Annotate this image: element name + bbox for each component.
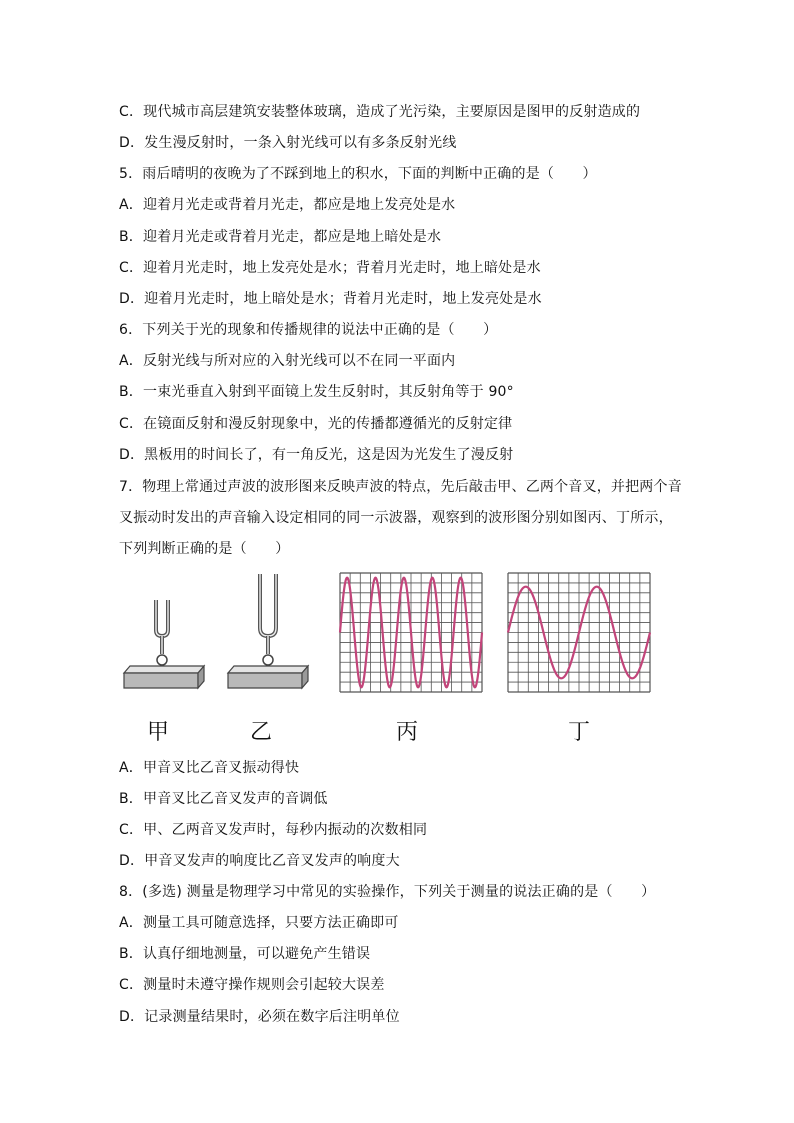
option-7b: B．甲音叉比乙音叉发声的音调低 (119, 791, 328, 807)
question-6: 6．下列关于光的现象和传播规律的说法中正确的是（ ） (119, 322, 498, 338)
caption-bing: 丙 (396, 720, 419, 745)
question-8: 8．(多选) 测量是物理学习中常见的实验操作，下列关于测量的说法正确的是（ ） (119, 884, 656, 900)
tuning-fork-jia (118, 596, 208, 692)
option-4c: C．现代城市高层建筑安装整体玻璃，造成了光污染，主要原因是图甲的反射造成的 (119, 104, 641, 120)
option-4d: D．发生漫反射时，一条入射光线可以有多条反射光线 (119, 135, 457, 151)
tuning-fork-yi (224, 570, 314, 692)
option-8d: D．记录测量结果时，必须在数字后注明单位 (119, 1009, 400, 1025)
option-5d: D．迎着月光走时，地上暗处是水；背着月光走时，地上发亮处是水 (119, 291, 542, 307)
option-5b: B．迎着月光走或背着月光走，都应是地上暗处是水 (119, 229, 442, 245)
question-5: 5．雨后晴明的夜晚为了不踩到地上的积水，下面的判断中正确的是（ ） (119, 166, 597, 182)
question-7-line1: 7．物理上常通过声波的波形图来反映声波的特点，先后敲击甲、乙两个音叉，并把两个音 (119, 479, 682, 495)
waveform-bing (340, 573, 482, 692)
option-6d: D．黑板用的时间长了，有一角反光，这是因为光发生了漫反射 (119, 447, 514, 463)
option-7d: D．甲音叉发声的响度比乙音叉发声的响度大 (119, 853, 400, 869)
option-5c: C．迎着月光走时，地上发亮处是水；背着月光走时，地上暗处是水 (119, 260, 541, 276)
caption-yi: 乙 (250, 720, 273, 745)
caption-jia: 甲 (147, 720, 170, 745)
caption-ding: 丁 (568, 720, 591, 745)
option-7a: A．甲音叉比乙音叉振动得快 (119, 760, 300, 776)
option-6c: C．在镜面反射和漫反射现象中，光的传播都遵循光的反射定律 (119, 416, 513, 432)
option-5a: A．迎着月光走或背着月光走，都应是地上发亮处是水 (119, 197, 456, 213)
option-6a: A．反射光线与所对应的入射光线可以不在同一平面内 (119, 353, 456, 369)
option-8c: C．测量时未遵守操作规则会引起较大误差 (119, 977, 385, 993)
question-7-line2: 叉振动时发出的声音输入设定相同的同一示波器，观察到的波形图分别如图丙、丁所示， (119, 510, 673, 526)
question-7-line3: 下列判断正确的是（ ） (119, 541, 290, 557)
option-8a: A．测量工具可随意选择，只要方法正确即可 (119, 915, 399, 931)
waveform-ding (508, 573, 650, 692)
option-6b: B．一束光垂直入射到平面镜上发生反射时，其反射角等于 90° (119, 384, 514, 400)
option-7c: C．甲、乙两音叉发声时，每秒内振动的次数相同 (119, 822, 428, 838)
option-8b: B．认真仔细地测量，可以避免产生错误 (119, 946, 371, 962)
